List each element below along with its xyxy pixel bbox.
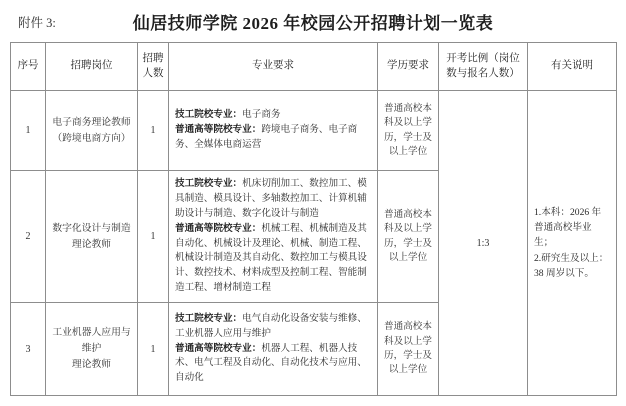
exam-ratio-cell: 1:3 (439, 91, 528, 396)
table-row (11, 91, 617, 171)
position-line: 理论教师 (71, 358, 112, 370)
univ-major-value: 机器人工程、机器人技术、电气工程及自动化、自动化技术与应用、自动化 (175, 342, 367, 384)
notes-cell (528, 91, 617, 396)
univ-major-label: 普通高等院校专业： (175, 222, 262, 234)
seq-cell: 3 (11, 303, 46, 396)
attachment-label: 附件 3: (18, 16, 56, 30)
tech-major-value: 电子商务 (242, 109, 281, 121)
seq-cell: 1 (11, 91, 46, 171)
tech-major-label: 技工院校专业： (175, 312, 243, 324)
count-cell: 1 (138, 171, 169, 303)
education-cell: 普通高校本科及以上学历，学士及以上学位 (378, 303, 439, 396)
tech-major-value: 机床切削加工、数控加工、模具制造、模具设计、多轴数控加工、计算机辅助设计与制造、数字化设计与制造 (175, 178, 367, 219)
tech-major-label: 技工院校专业： (175, 178, 243, 190)
header-ratio: 开考比例（岗位数与报名人数） (439, 43, 528, 91)
position-line: 理论教师 (71, 238, 112, 250)
univ-major-label: 普通高等院校专业： (175, 342, 262, 354)
position-cell (46, 303, 138, 396)
position-line: 维护 (81, 343, 102, 355)
header-major: 专业要求 (169, 43, 378, 91)
table-header-row (11, 43, 617, 91)
header-count: 招聘人数 (138, 43, 169, 91)
position-line: （跨境电商方向） (52, 132, 131, 144)
major-cell (169, 91, 378, 171)
count-cell: 1 (138, 303, 169, 396)
page-title: 仙居技师学院 2026 年校园公开招聘计划一览表 (132, 14, 494, 33)
univ-major-value: 机械工程、机械制造及其自动化、机械设计及理论、机械、制造工程、机械设计制造及其自动化、数控加工与模具设计、数控技术、材料成型及控制工程、智能制造工程、增材制造工程 (175, 222, 367, 294)
major-cell (169, 171, 378, 303)
seq-cell: 2 (11, 171, 46, 303)
header-notes: 有关说明 (528, 43, 617, 91)
note-line: 2.研究生及以上：38 周岁以下。 (534, 252, 609, 280)
tech-major-value: 电气自动化设备安装与维修、工业机器人应用与维护 (175, 312, 367, 339)
major-cell (169, 303, 378, 396)
position-line: 数字化设计与制造 (52, 222, 131, 234)
education-cell: 普通高校本科及以上学历，学士及以上学位 (378, 91, 439, 171)
header-education: 学历要求 (378, 43, 439, 91)
position-cell (46, 171, 138, 303)
document-header (0, 0, 626, 40)
univ-major-value: 跨境电子商务、电子商务、全媒体电商运营 (175, 124, 358, 150)
position-cell (46, 91, 138, 171)
education-cell: 普通高校本科及以上学历，学士及以上学位 (378, 171, 439, 303)
note-line: 1.本科：2026 年普通高校毕业生； (534, 206, 602, 249)
header-position: 招聘岗位 (46, 43, 138, 91)
recruitment-table (10, 42, 617, 396)
tech-major-label: 技工院校专业： (175, 109, 243, 121)
count-cell: 1 (138, 91, 169, 171)
position-line: 电子商务理论教师 (52, 116, 131, 128)
position-line: 工业机器人应用与 (52, 327, 131, 339)
header-seq: 序号 (11, 43, 46, 91)
univ-major-label: 普通高等院校专业： (175, 124, 262, 136)
